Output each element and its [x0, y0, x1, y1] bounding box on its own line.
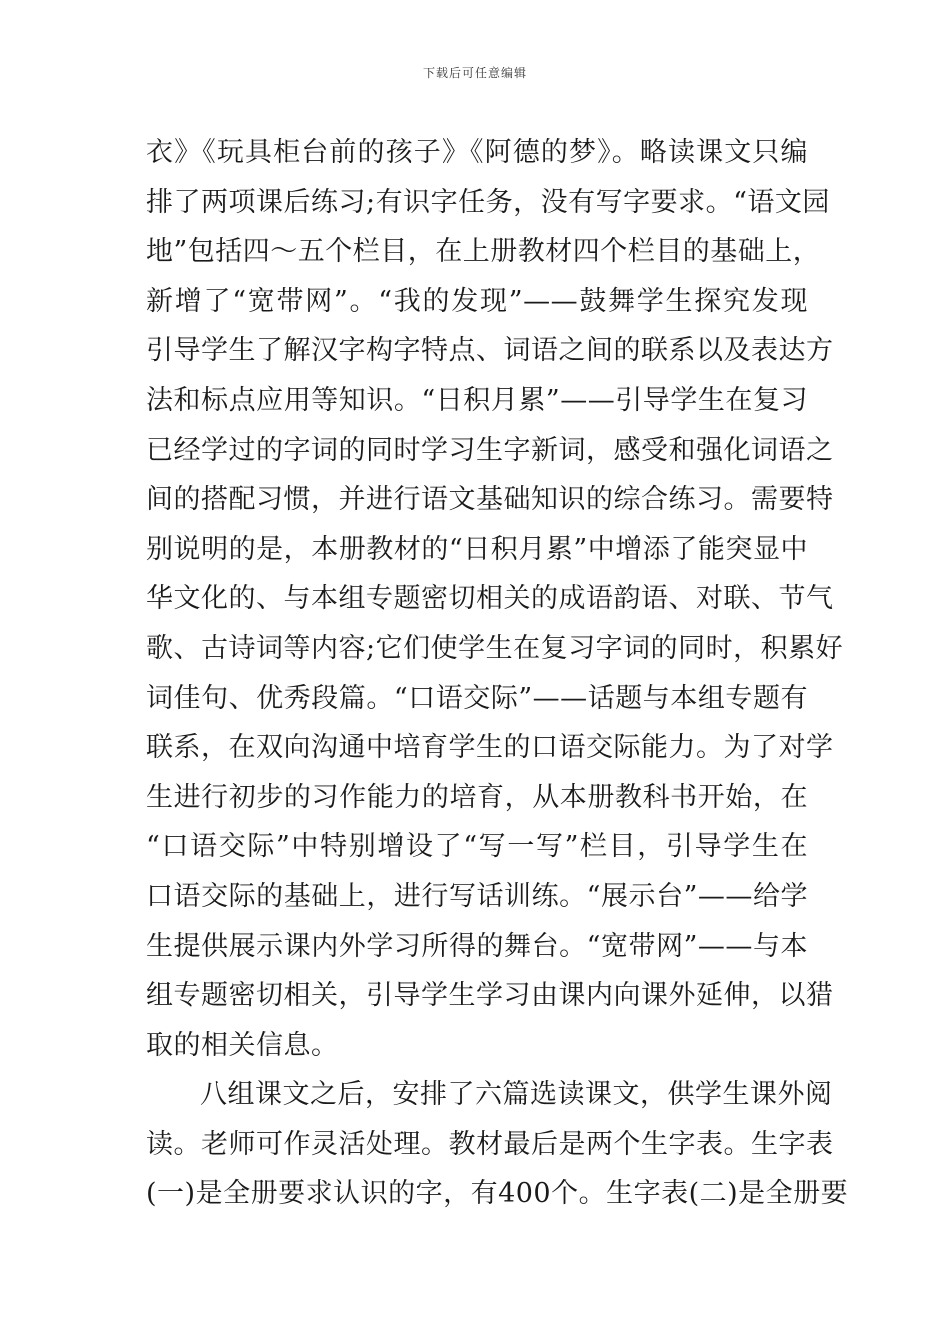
text-line: 已经学过的字词的同时学习生字新词，感受和强化词语之	[146, 434, 834, 466]
text-line: 衣》《玩具柜台前的孩子》《阿德的梦》。略读课文只编	[146, 137, 808, 168]
paragraph-first-line: 八组课文之后，安排了六篇选读课文，供学生课外阅	[200, 1079, 833, 1111]
text-line: 别说明的是，本册教材的“日积月累”中增添了能突显中	[146, 533, 808, 565]
text-line: 华文化的、与本组专题密切相关的成语韵语、对联、节气	[146, 583, 834, 615]
document-body	[146, 128, 849, 1219]
text-line: 组专题密切相关，引导学生学习由课内向课外延伸，以猎	[146, 980, 834, 1012]
text-line: 生进行初步的习作能力的培育，从本册教科书开始，在	[146, 781, 808, 813]
text-line: “口语交际”中特别增设了“写一写”栏目，引导学生在	[146, 831, 808, 863]
text-line: 排了两项课后练习;有识字任务，没有写字要求。“语文园	[146, 186, 830, 218]
text-line: 法和标点应用等知识。“日积月累”——引导学生在复习	[146, 384, 808, 416]
page-header: 下载后可任意编辑	[422, 66, 527, 80]
text-line: 歌、古诗词等内容;它们使学生在复习字词的同时，积累好	[146, 632, 844, 664]
text-line: 新增了“宽带网”。“我的发现”——鼓舞学生探究发现	[146, 285, 808, 317]
text-line: 地”包括四～五个栏目，在上册教材四个栏目的基础上，	[146, 236, 821, 268]
text-line: 词佳句、优秀段篇。“口语交际”——话题与本组专题有	[146, 682, 808, 714]
text-line: 联系，在双向沟通中培育学生的口语交际能力。为了对学	[146, 732, 834, 764]
text-line: 口语交际的基础上，进行写话训练。“展示台”——给学	[146, 880, 808, 912]
text-line: 引导学生了解汉字构字特点、词语之间的联系以及表达方	[146, 335, 834, 367]
text-line: 生提供展示课内外学习所得的舞台。“宽带网”——与本	[146, 930, 808, 962]
text-line: (一)是全册要求认识的字，有400个。生字表(二)是全册要	[146, 1178, 849, 1210]
text-line: 间的搭配习惯，并进行语文基础知识的综合练习。需要特	[146, 484, 834, 516]
text-line: 取的相关信息。	[146, 1029, 339, 1061]
text-line: 读。老师可作灵活处理。教材最后是两个生字表。生字表	[146, 1128, 834, 1160]
